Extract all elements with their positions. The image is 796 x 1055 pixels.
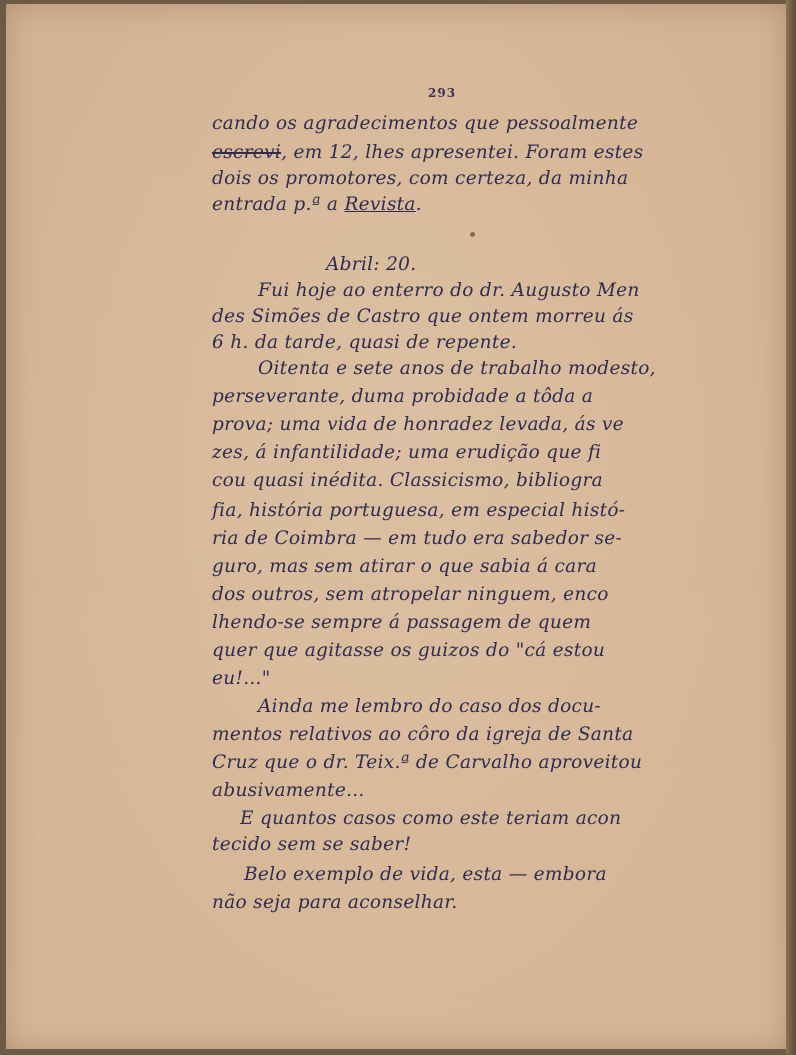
struck-word: escrevi xyxy=(212,142,282,163)
page-edge xyxy=(786,0,796,1055)
text-fragment: entrada p.ª a xyxy=(212,194,345,215)
text-line: fia, história portuguesa, em especial histó- xyxy=(212,500,626,521)
text-line xyxy=(212,142,643,163)
text-line: dois os promotores, com certeza, da minha xyxy=(212,168,629,189)
text-line: perseverante, duma probidade a tôda a xyxy=(212,386,594,407)
text-line: Ainda me lembro do caso dos docu- xyxy=(258,696,601,717)
text-line: mentos relativos ao côro da igreja de Santa xyxy=(212,724,634,745)
text-fragment: , em 12, lhes apresentei. Foram estes xyxy=(281,142,644,163)
text-line: abusivamente... xyxy=(212,780,365,801)
text-line: quer que agitasse os guizos do "cá estou xyxy=(212,640,606,661)
text-line: lhendo-se sempre á passagem de quem xyxy=(212,612,592,633)
text-line: guro, mas sem atirar o que sabia á cara xyxy=(212,556,597,577)
underlined-word: Revista xyxy=(344,194,416,215)
text-line: zes, á infantilidade; uma erudição que fi xyxy=(212,442,602,463)
text-line: Belo exemplo de vida, esta — embora xyxy=(244,864,607,885)
text-line: Cruz que o dr. Teix.ª de Carvalho aproveitou xyxy=(212,752,643,773)
text-line: des Simões de Castro que ontem morreu ás xyxy=(212,306,634,327)
text-line: E quantos casos como este teriam acon xyxy=(240,808,622,829)
text-fragment: . xyxy=(415,194,422,215)
text-line: cando os agradecimentos que pessoalmente xyxy=(212,113,639,134)
text-line: 6 h. da tarde, quasi de repente. xyxy=(212,332,518,353)
text-line: prova; uma vida de honradez levada, ás ve xyxy=(212,414,624,435)
text-line: Fui hoje ao enterro do dr. Augusto Men xyxy=(258,280,640,301)
text-line: tecido sem se saber! xyxy=(212,834,412,855)
text-line: dos outros, sem atropelar ninguem, enco xyxy=(212,584,609,605)
text-line xyxy=(212,194,422,215)
text-line: ria de Coimbra — em tudo era sabedor se- xyxy=(212,528,623,549)
text-line: cou quasi inédita. Classicismo, bibliogra xyxy=(212,470,603,491)
text-line: não seja para aconselhar. xyxy=(212,892,458,913)
text-line: Oitenta e sete anos de trabalho modesto, xyxy=(258,358,656,379)
ink-spot xyxy=(470,232,475,237)
entry-date: Abril: 20. xyxy=(326,254,417,275)
text-line: eu!..." xyxy=(212,668,271,689)
page-number: 293 xyxy=(428,86,457,100)
